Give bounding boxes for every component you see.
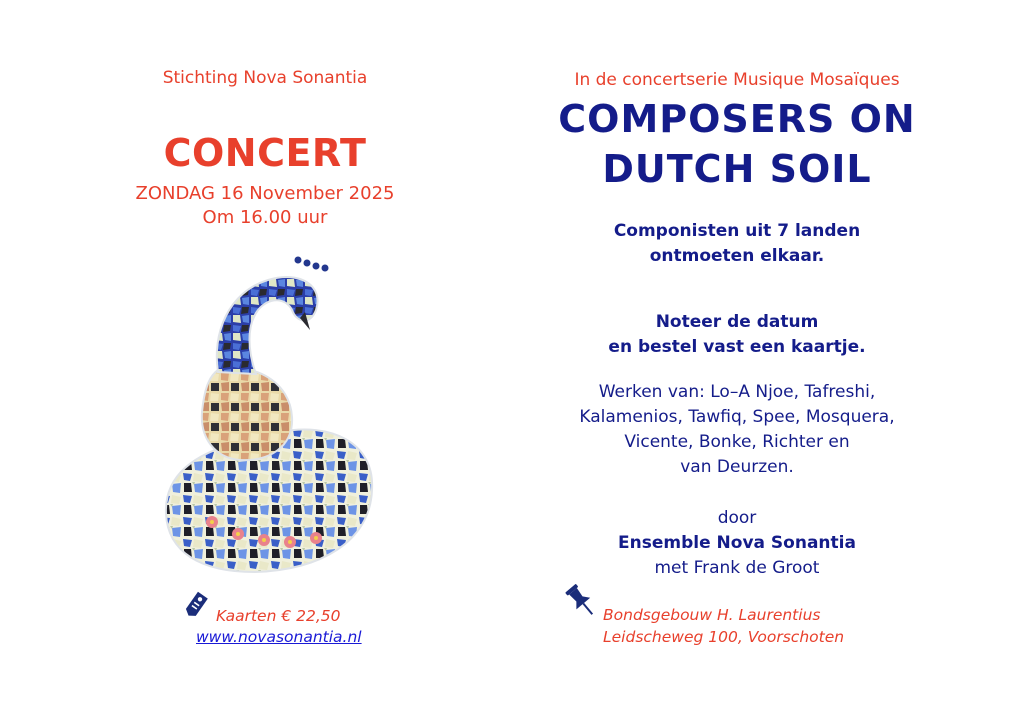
intro-line: Componisten uit 7 landen xyxy=(613,221,861,241)
works-line: Vicente, Bonke, Richter en xyxy=(624,432,850,452)
organizer-name: Stichting Nova Sonantia xyxy=(162,68,368,88)
concert-series: In de concertserie Musique Mosaïques xyxy=(574,70,900,90)
main-title-line-1: COMPOSERS ON xyxy=(558,97,916,141)
save-date-text xyxy=(500,310,974,360)
website-link[interactable]: www.novasonantia.nl xyxy=(196,628,362,646)
date-block xyxy=(100,182,430,230)
note-line: en bestel vast een kaartje. xyxy=(608,337,866,357)
intro-text xyxy=(500,219,974,269)
price-tag-icon xyxy=(181,590,211,620)
pushpin-icon xyxy=(562,582,602,622)
time-line: Om 16.00 uur xyxy=(202,207,328,228)
by-label: door xyxy=(717,508,757,528)
with-performer: met Frank de Groot xyxy=(654,558,820,578)
venue-name: Bondsgebouw H. Laurentius xyxy=(603,606,821,624)
ticket-price: Kaarten € 22,50 xyxy=(216,607,341,625)
works-line: Kalamenios, Tawfiq, Spee, Mosquera, xyxy=(579,407,895,427)
concert-heading: CONCERT xyxy=(163,131,367,175)
works-line: Werken van: Lo–A Njoe, Tafreshi, xyxy=(598,382,876,402)
venue-address: Leidscheweg 100, Voorschoten xyxy=(603,628,845,646)
mosaic-peacock-image xyxy=(160,252,390,582)
date-line: ZONDAG 16 November 2025 xyxy=(135,183,395,204)
intro-line: ontmoeten elkaar. xyxy=(649,246,825,266)
main-title-line-2: DUTCH SOIL xyxy=(602,147,872,191)
works-list xyxy=(500,380,974,480)
note-line: Noteer de datum xyxy=(655,312,819,332)
works-line: van Deurzen. xyxy=(680,457,794,477)
ensemble-name: Ensemble Nova Sonantia xyxy=(618,533,856,553)
